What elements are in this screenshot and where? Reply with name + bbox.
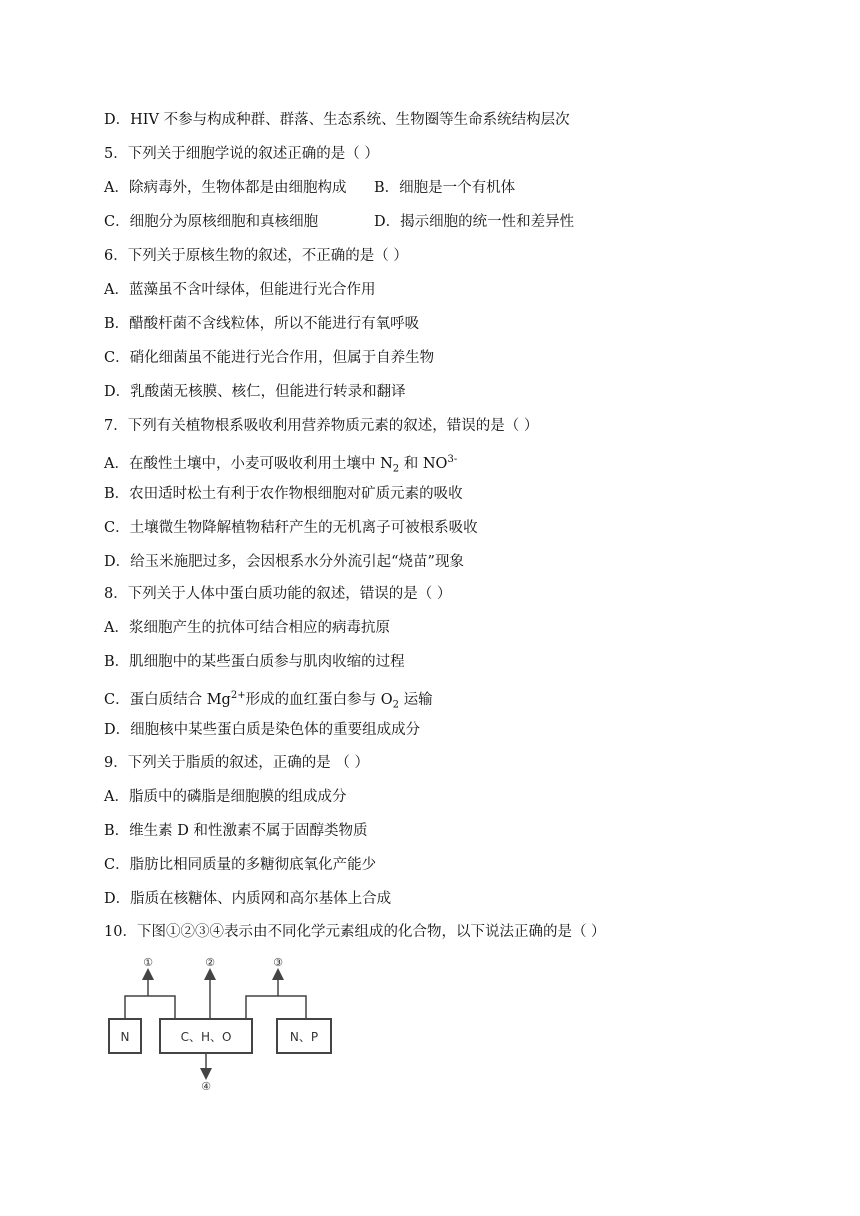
q7-a-subscript: 2 (392, 463, 400, 475)
question-8: 8．下列关于人体中蛋白质功能的叙述，错误的是（ ） (104, 586, 452, 602)
connector-3 (246, 996, 306, 1019)
q6-option-c: C．硝化细菌虽不能进行光合作用，但属于自养生物 (104, 350, 435, 366)
question-10: 10．下图①②③④表示由不同化学元素组成的化合物，以下说法正确的是（ ） (104, 924, 606, 940)
q7-option-b: B．农田适时松土有利于农作物根细胞对矿质元素的吸收 (104, 486, 463, 502)
question-9: 9．下列关于脂质的叙述，正确的是 （ ） (104, 755, 369, 771)
question-5: 5．下列关于细胞学说的叙述正确的是（ ） (104, 146, 379, 162)
q8-option-b: B．肌细胞中的某些蛋白质参与肌肉收缩的过程 (104, 654, 405, 670)
q5-option-a: A．除病毒外，生物体都是由细胞构成 (104, 180, 347, 196)
q8-option-d: D．细胞核中某些蛋白质是染色体的重要组成成分 (104, 722, 421, 738)
q7-a-text: A．在酸性土壤中，小麦可吸收利用土壤中 N (104, 455, 393, 472)
q6-option-b: B．醋酸杆菌不含线粒体，所以不能进行有氧呼吸 (104, 316, 420, 332)
q8-c-superscript: 2+ (230, 690, 246, 701)
q9-option-c: C．脂肪比相同质量的多糖彻底氧化产能少 (104, 857, 377, 873)
compound-3-label: ③ (273, 956, 283, 969)
q5-option-c: C．细胞分为原核细胞和真核细胞 (104, 214, 319, 230)
connector-1 (125, 996, 175, 1019)
box-np-label: N、P (289, 1030, 319, 1044)
box-cho-label: C、H、O (180, 1030, 232, 1044)
compound-1-label: ① (143, 956, 153, 969)
q9-option-a: A．脂质中的磷脂是细胞膜的组成成分 (104, 789, 347, 805)
q9-option-b: B．维生素 D 和性激素不属于固醇类物质 (104, 823, 368, 839)
compound-4-label: ④ (201, 1080, 211, 1093)
question-7: 7．下列有关植物根系吸收利用营养物质元素的叙述，错误的是（ ） (104, 418, 539, 434)
q7-a-superscript: 3- (447, 454, 458, 465)
q8-c-subscript: 2 (392, 699, 399, 711)
q7-option-a (104, 450, 457, 480)
q8-option-c (104, 686, 433, 716)
q7-a-text-mid: 和 NO (399, 455, 448, 472)
q7-option-d: D．给玉米施肥过多，会因根系水分外流引起“烧苗”现象 (104, 554, 464, 570)
q6-option-d: D．乳酸菌无核膜、核仁，但能进行转录和翻译 (104, 384, 406, 400)
q4-option-d: D．HIV 不参与构成种群、群落、生态系统、生物圈等生命系统结构层次 (104, 112, 570, 128)
q8-c-text-post: 运输 (398, 691, 433, 708)
q5-option-b: B．细胞是一个有机体 (374, 180, 516, 196)
q6-option-a: A．蓝藻虽不含叶绿体，但能进行光合作用 (104, 282, 376, 298)
q9-option-d: D．脂质在核糖体、内质网和高尔基体上合成 (104, 891, 392, 907)
q8-c-text-mid: 形成的血红蛋白参与 O (245, 691, 393, 708)
q8-c-text: C．蛋白质结合 Mg (104, 691, 231, 708)
q7-option-c: C．土壤微生物降解植物秸秆产生的无机离子可被根系吸收 (104, 520, 478, 536)
compound-2-label: ② (205, 956, 215, 969)
question-6: 6．下列关于原核生物的叙述，不正确的是（ ） (104, 248, 408, 264)
q8-option-a: A．浆细胞产生的抗体可结合相应的病毒抗原 (104, 620, 390, 636)
element-composition-diagram (100, 950, 350, 1100)
box-n-label: N (120, 1030, 130, 1044)
q5-option-d: D．揭示细胞的统一性和差异性 (374, 214, 575, 230)
